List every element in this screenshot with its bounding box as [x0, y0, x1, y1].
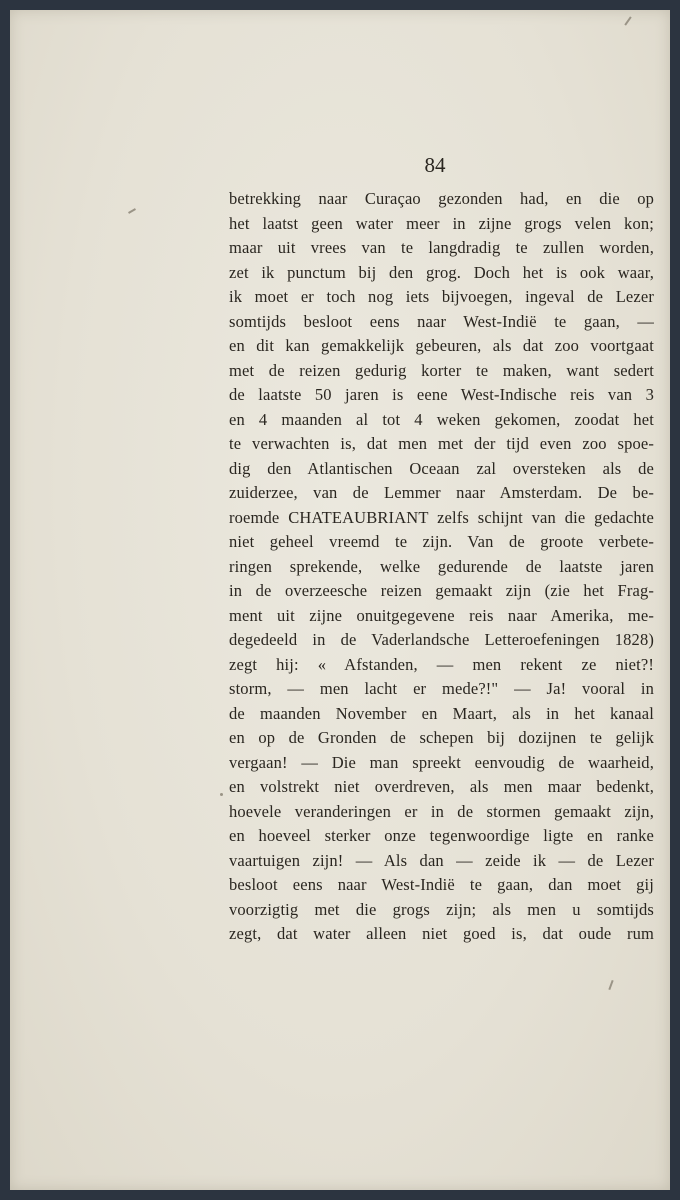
- text-line: hoevele veranderingen er in de stormen gemaakt zijn,: [229, 801, 654, 821]
- book-page: [10, 10, 670, 1190]
- paper-speck: [608, 980, 613, 990]
- text-line: vaartuigen zijn! — Als dan — zeide ik — de Lezer: [229, 850, 654, 870]
- text-line: en hoeveel sterker onze tegenwoordige ligte en ranke: [229, 826, 654, 845]
- text-line: ringen sprekende, welke gedurende de laatste jaren: [229, 556, 654, 576]
- text-line: en 4 maanden al tot 4 weken gekomen, zoodat het: [229, 409, 654, 429]
- text-line: en op de Gronden de schepen bij dozijnen te gelijk: [229, 728, 654, 747]
- text-line: ment uit zijne onuitgegevene reis naar Amerika, me-: [229, 605, 654, 625]
- text-line: het laatst geen water meer in zijne grogs velen kon;: [229, 213, 654, 233]
- text-line: de laatste 50 jaren is eene West-Indische reis van 3: [229, 385, 654, 404]
- text-line: ik moet er toch nog iets bijvoegen, ingeval de Lezer: [229, 287, 654, 306]
- text-line: met de reizen gedurig korter te maken, want sedert: [229, 360, 654, 380]
- text-line: degedeeld in de Vaderlandsche Letteroefeningen 1828): [229, 630, 654, 649]
- text-line: en volstrekt niet overdreven, als men maar bedenkt,: [229, 777, 654, 796]
- text-line: de maanden November en Maart, als in het kanaal: [229, 703, 654, 723]
- text-line: zegt hij: « Afstanden, — men rekent ze niet?!: [229, 654, 654, 674]
- text-line: besloot eens naar West-Indië te gaan, dan moet gij: [229, 875, 654, 894]
- text-line: voorzigtig met die grogs zijn; als men u somtijds: [229, 899, 654, 919]
- text-line: niet geheel vreemd te zijn. Van de groote verbete-: [229, 532, 654, 551]
- paper-speck: [220, 793, 223, 796]
- text-line: maar uit vrees van te langdradig te zullen worden,: [229, 238, 654, 257]
- text-line: te verwachten is, dat men met der tijd even zoo spoe-: [229, 434, 654, 453]
- text-line: zet ik punctum bij den grog. Doch het is ook waar,: [229, 262, 654, 282]
- text-line: in de overzeesche reizen gemaakt zijn (zie het Frag-: [229, 581, 654, 600]
- text-line: storm, — men lacht er mede?!" — Ja! vooral in: [229, 679, 654, 698]
- paper-speck: [128, 208, 136, 214]
- paper-speck: [624, 16, 631, 25]
- body-text: [229, 187, 654, 947]
- text-line: betrekking naar Curaçao gezonden had, en die op: [229, 189, 654, 208]
- text-line: somtijds besloot eens naar West-Indië te gaan, —: [229, 311, 654, 331]
- text-line: vergaan! — Die man spreekt eenvoudig de waarheid,: [229, 752, 654, 772]
- page-number: 84: [424, 153, 446, 177]
- text-line: roemde CHATEAUBRIANT zelfs schijnt van die gedachte: [229, 507, 654, 527]
- text-line: dig den Atlantischen Oceaan zal oversteken als de: [229, 458, 654, 478]
- text-line: en dit kan gemakkelijk gebeuren, als dat zoo voortgaat: [229, 336, 654, 355]
- text-line: zuiderzee, van de Lemmer naar Amsterdam. De be-: [229, 483, 654, 502]
- text-line: zegt, dat water alleen niet goed is, dat oude rum: [229, 924, 654, 943]
